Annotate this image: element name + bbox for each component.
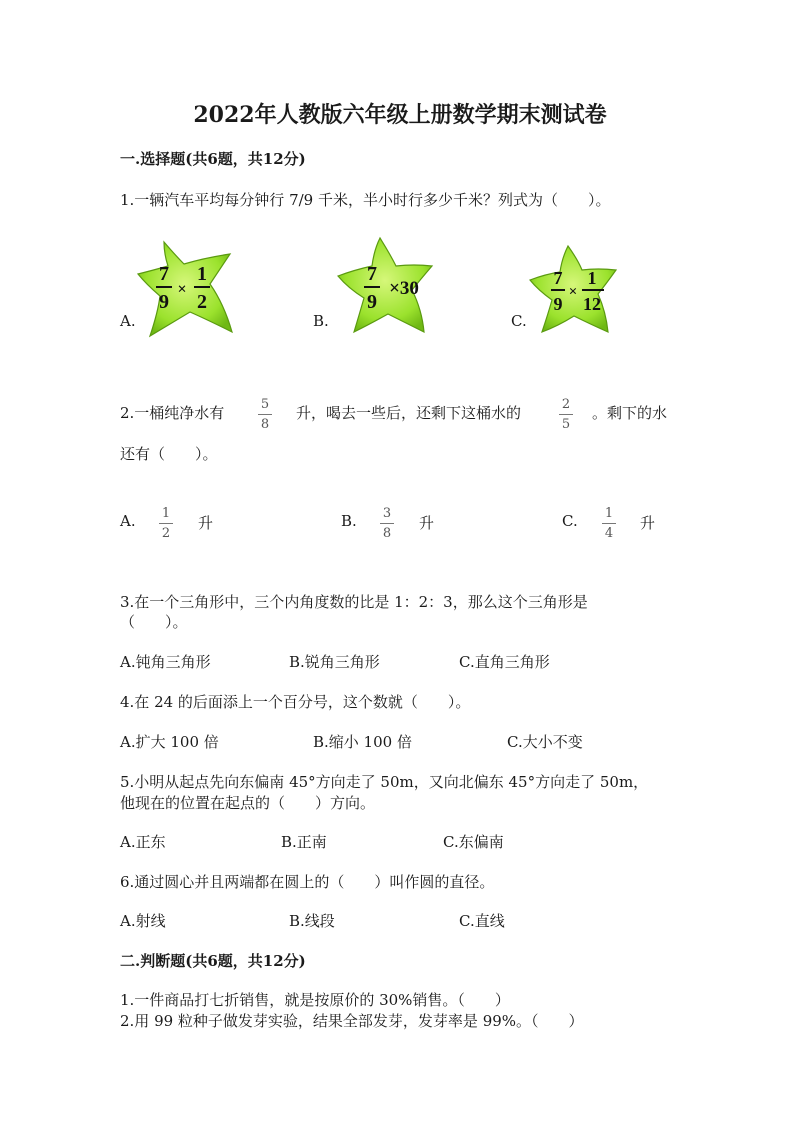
q3-option-b: B.锐角三角形 bbox=[289, 653, 380, 671]
q1-a-rnum: 1 bbox=[197, 263, 207, 285]
question-2-stem-a: 2.一桶纯净水有 bbox=[120, 404, 225, 422]
question-3-stem-a: 3.在一个三角形中，三个内角度数的比是 1：2：3，那么这个三角形是 bbox=[120, 593, 588, 611]
fraction-numerator: 3 bbox=[382, 506, 392, 521]
q1-c-num: 7 bbox=[553, 268, 563, 288]
q1-a-den: 9 bbox=[159, 291, 169, 313]
q4-option-b: B.缩小 100 倍 bbox=[313, 733, 412, 751]
fraction-numerator: 1 bbox=[161, 506, 171, 521]
q2-option-a-label: A. bbox=[120, 512, 136, 530]
q1-option-a-star-image bbox=[134, 238, 242, 338]
fraction-bar bbox=[159, 523, 173, 524]
question-2-stem-d: 还有（ ）。 bbox=[120, 445, 218, 463]
q2-option-b-label: B. bbox=[341, 512, 357, 530]
question-5-stem-a: 5.小明从起点先向东偏南 45°方向走了 50m，又向北偏东 45°方向走了 50m， bbox=[120, 773, 649, 791]
question-4-stem: 4.在 24 的后面添上一个百分号，这个数就（ ）。 bbox=[120, 693, 471, 711]
q1-c-rnum: 1 bbox=[587, 268, 597, 288]
q3-option-a: A.钝角三角形 bbox=[120, 653, 211, 671]
q1-option-c-star-image bbox=[528, 244, 620, 336]
q1-b-num: 7 bbox=[367, 263, 377, 285]
fraction-denominator: 2 bbox=[161, 526, 171, 541]
q2-option-c-fraction bbox=[601, 505, 617, 542]
q2-option-a-unit: 升 bbox=[198, 514, 214, 532]
fraction-bar bbox=[380, 523, 394, 524]
q6-option-a: A.射线 bbox=[120, 912, 166, 930]
q1-option-b-star-image bbox=[336, 236, 436, 336]
q6-option-c: C.直线 bbox=[459, 912, 505, 930]
q5-option-c: C.东偏南 bbox=[443, 833, 504, 851]
q4-option-c: C.大小不变 bbox=[507, 733, 583, 751]
q1-c-den: 9 bbox=[553, 294, 563, 314]
q1-b-op: ×30 bbox=[389, 278, 419, 299]
q2-option-b-unit: 升 bbox=[419, 514, 435, 532]
q1-c-op: × bbox=[568, 284, 578, 300]
question-3-stem-b: （ ）。 bbox=[120, 613, 188, 631]
q5-option-b: B.正南 bbox=[281, 833, 327, 851]
q1-option-c-label: C. bbox=[511, 312, 527, 330]
q2-option-a-fraction bbox=[158, 505, 174, 542]
q2-option-c-label: C. bbox=[562, 512, 578, 530]
question-2-stem-b: 升，喝去一些后，还剩下这桶水的 bbox=[296, 404, 522, 422]
q4-option-a: A.扩大 100 倍 bbox=[120, 733, 219, 751]
question-6-stem: 6.通过圆心并且两端都在圆上的（ ）叫作圆的直径。 bbox=[120, 873, 495, 891]
fraction-numerator: 1 bbox=[604, 506, 614, 521]
q1-c-rden: 12 bbox=[583, 294, 601, 314]
fraction-bar bbox=[602, 523, 616, 524]
q2-fraction-remaining bbox=[558, 396, 574, 433]
section-heading-choice: 一.选择题(共6题，共12分) bbox=[120, 150, 306, 168]
question-2-stem-c: 。剩下的水 bbox=[592, 404, 668, 422]
question-1-stem: 1.一辆汽车平均每分钟行 7/9 千米，半小时行多少千米？列式为（ ）。 bbox=[120, 191, 611, 209]
q5-option-a: A.正东 bbox=[120, 833, 166, 851]
q1-b-den: 9 bbox=[367, 291, 377, 313]
section-heading-judgement: 二.判断题(共6题，共12分) bbox=[120, 952, 306, 970]
q6-option-b: B.线段 bbox=[289, 912, 335, 930]
question-5-stem-b: 他现在的位置在起点的（ ）方向。 bbox=[120, 794, 376, 812]
q1-option-a-label: A. bbox=[120, 312, 136, 330]
page-title: 2022年人教版六年级上册数学期末测试卷 bbox=[193, 102, 607, 128]
judgement-item-1: 1.一件商品打七折销售，就是按原价的 30%销售。（ ） bbox=[120, 991, 510, 1009]
fraction-numerator: 5 bbox=[260, 397, 270, 412]
fraction-denominator: 4 bbox=[604, 526, 614, 541]
q3-option-c: C.直角三角形 bbox=[459, 653, 550, 671]
q2-option-c-unit: 升 bbox=[640, 514, 656, 532]
fraction-denominator: 8 bbox=[260, 417, 270, 432]
fraction-bar bbox=[559, 414, 573, 415]
q1-option-b-label: B. bbox=[313, 312, 329, 330]
q2-fraction-total bbox=[257, 396, 273, 433]
q1-a-op: × bbox=[177, 281, 187, 298]
judgement-item-2: 2.用 99 粒种子做发芽实验，结果全部发芽，发芽率是 99%。（ ） bbox=[120, 1012, 584, 1030]
q1-a-num: 7 bbox=[159, 263, 169, 285]
fraction-denominator: 8 bbox=[382, 526, 392, 541]
fraction-numerator: 2 bbox=[561, 397, 571, 412]
fraction-bar bbox=[258, 414, 272, 415]
fraction-denominator: 5 bbox=[561, 417, 571, 432]
q1-a-rden: 2 bbox=[197, 291, 207, 313]
q2-option-b-fraction bbox=[379, 505, 395, 542]
